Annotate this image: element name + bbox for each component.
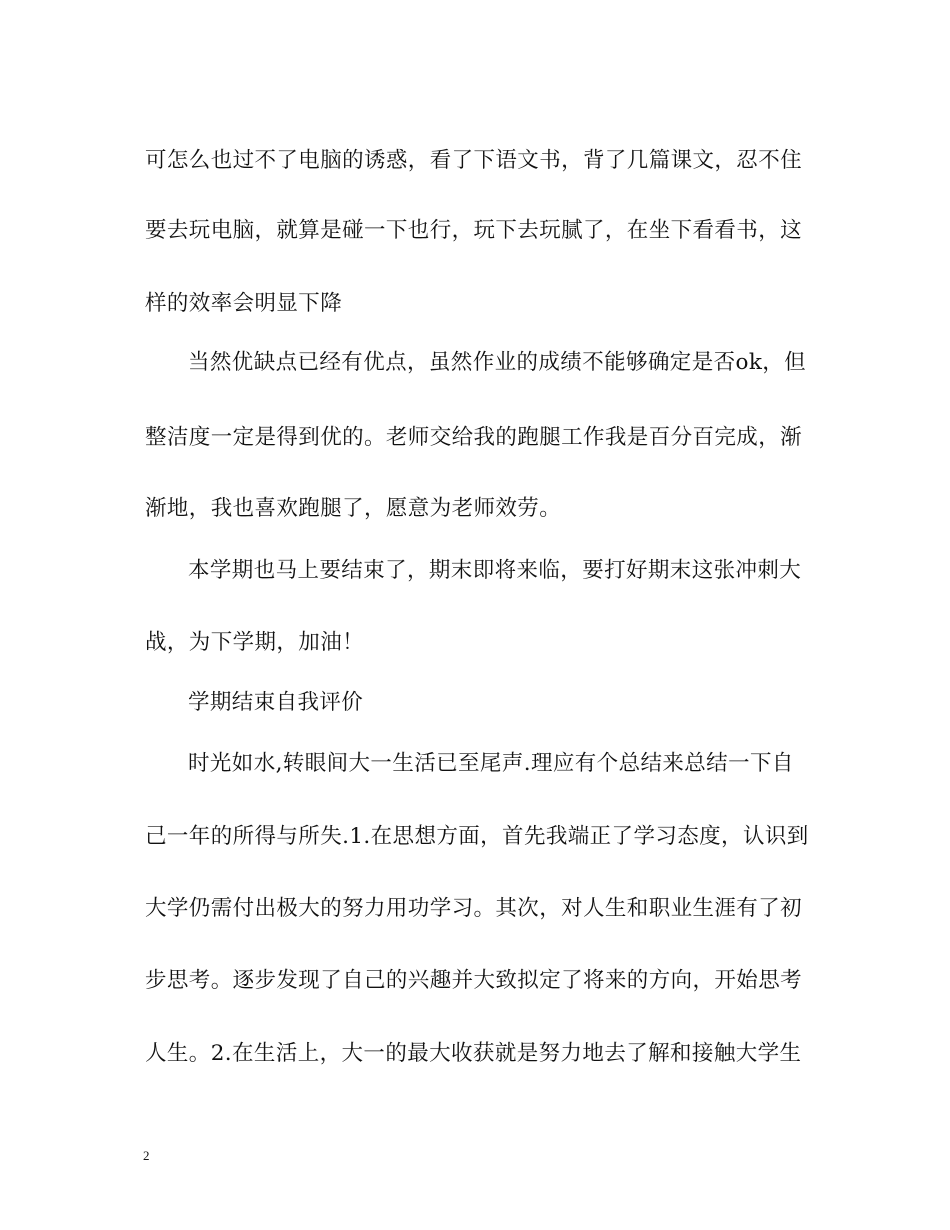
text-line: 战，为下学期，加油！	[145, 630, 365, 655]
paragraph-start-line: 本学期也马上要结束了，期末即将来临，要打好期末这张冲刺大	[188, 558, 802, 583]
text-line: 己一年的所得与所失.1.在思想方面，首先我端正了学习态度，认识到	[145, 824, 809, 849]
text-line: 样的效率会明显下降	[145, 291, 343, 316]
paragraph-start-line: 当然优缺点已经有优点，虽然作业的成绩不能够确定是否ok，但	[188, 350, 807, 375]
text-line: 渐地，我也喜欢跑腿了，愿意为老师效劳。	[145, 496, 562, 521]
section-heading: 学期结束自我评价	[188, 690, 364, 715]
text-line: 整洁度一定是得到优的。老师交给我的跑腿工作我是百分百完成，渐	[145, 425, 803, 450]
text-line: 可怎么也过不了电脑的诱惑，看了下语文书，背了几篇课文，忍不住	[145, 148, 803, 173]
text-line: 步思考。逐步发现了自己的兴趣并大致拟定了将来的方向，开始思考	[145, 968, 803, 993]
page-number: 2	[143, 1148, 150, 1163]
text-line: 大学仍需付出极大的努力用功学习。其次，对人生和职业生涯有了初	[145, 896, 803, 921]
text-line: 人生。2.在生活上，大一的最大收获就是努力地去了解和接触大学生	[145, 1041, 802, 1066]
paragraph-start-line: 时光如水,转眼间大一生活已至尾声.理应有个总结来总结一下自	[188, 751, 794, 776]
text-line: 要去玩电脑，就算是碰一下也行，玩下去玩腻了，在坐下看看书，这	[145, 218, 803, 243]
